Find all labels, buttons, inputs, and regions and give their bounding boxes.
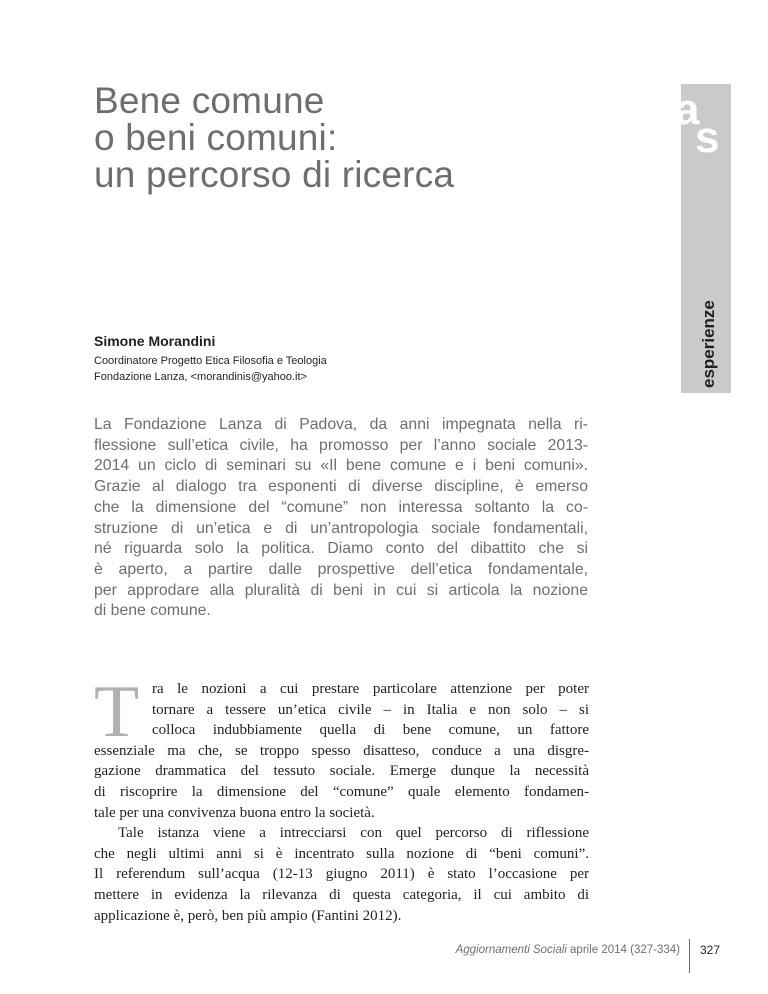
drop-cap: T [94, 671, 140, 753]
title-line: un percorso di ricerca [94, 154, 455, 195]
abstract-line: per approdare alla pluralità di beni in cui si articola la nozione [94, 581, 588, 599]
section-label [681, 240, 731, 390]
body-line: tornare a tessere un’etica civile – in Italia e non solo – si [152, 701, 589, 718]
body-line: colloca indubbiamente quella di bene comune, un fattore [152, 722, 589, 739]
abstract-line: 2014 un ciclo di seminari su «Il bene comune e i beni comuni». [94, 457, 588, 475]
journal-name: Aggiornamenti Sociali [455, 944, 567, 956]
abstract-line: struzione di un’etica e di un’antropologia sociale fondamentali, [94, 519, 588, 537]
page-number: 327 [700, 943, 721, 957]
abstract-line: né riguarda solo la politica. Diamo conto del dibattito che si [94, 540, 588, 558]
abstract-line: di bene comune. [94, 602, 211, 620]
title-line: Bene comune [94, 80, 325, 121]
body-line: di riscoprire la dimensione del “comune” quale elemento fondamen- [94, 783, 589, 800]
journal-issue: aprile 2014 (327-334) [566, 944, 680, 956]
abstract-line: flessione sull’etica civile, ha promosso per l’anno sociale 2013- [94, 436, 588, 454]
abstract-line: La Fondazione Lanza di Padova, da anni impegnata nella ri- [94, 416, 588, 433]
abstract-line: Grazie al dialogo tra esponenti di diverse discipline, è emerso [94, 478, 588, 496]
abstract-line: è aperto, a partire dalle prospettive dell’etica fondamentale, [94, 560, 588, 578]
author-role: Coordinatore Progetto Etica Filosofia e Teologia [94, 355, 327, 367]
body-line: Il referendum sull’acqua (12-13 giugno 2011) è stato l’occasione per [94, 866, 589, 883]
title-line: o beni comuni: [94, 117, 338, 158]
footer-citation [456, 944, 680, 956]
body-line: Tale istanza viene a intrecciarsi con quel percorso di riflessione [118, 825, 589, 842]
abstract-line: che la dimensione del “comune” non interessa soltanto la co- [94, 498, 588, 516]
as-logo-icon [675, 84, 731, 174]
footer-divider [689, 939, 690, 973]
body-line: essenziale ma che, se troppo spesso disatteso, conduce a una disgre- [94, 742, 589, 759]
article-title [94, 82, 614, 193]
journal-logo [675, 84, 731, 174]
svg-text:a: a [675, 85, 700, 134]
section-label-text: esperienze [699, 300, 718, 388]
body-line: gazione drammatica del tessuto sociale. Emerge dunque la necessità [94, 763, 589, 780]
author-name: Simone Morandini [94, 333, 216, 349]
body-line: mettere in evidenza la rilevanza di questa categoria, il cui ambito di [94, 886, 589, 903]
body-text [94, 671, 589, 926]
svg-text:s: s [695, 113, 720, 162]
body-line: applicazione è, però, ben più ampio (Fantini 2012). [94, 907, 402, 924]
body-line: ra le nozioni a cui prestare particolare attenzione per poter [152, 681, 589, 697]
abstract [94, 415, 588, 622]
body-line: tale per una convivenza buona entro la società. [94, 804, 375, 821]
body-line: che negli ultimi anni si è incentrato sulla nozione di “beni comuni”. [94, 845, 589, 862]
author-contact: Fondazione Lanza, <morandinis@yahoo.it> [94, 371, 307, 383]
